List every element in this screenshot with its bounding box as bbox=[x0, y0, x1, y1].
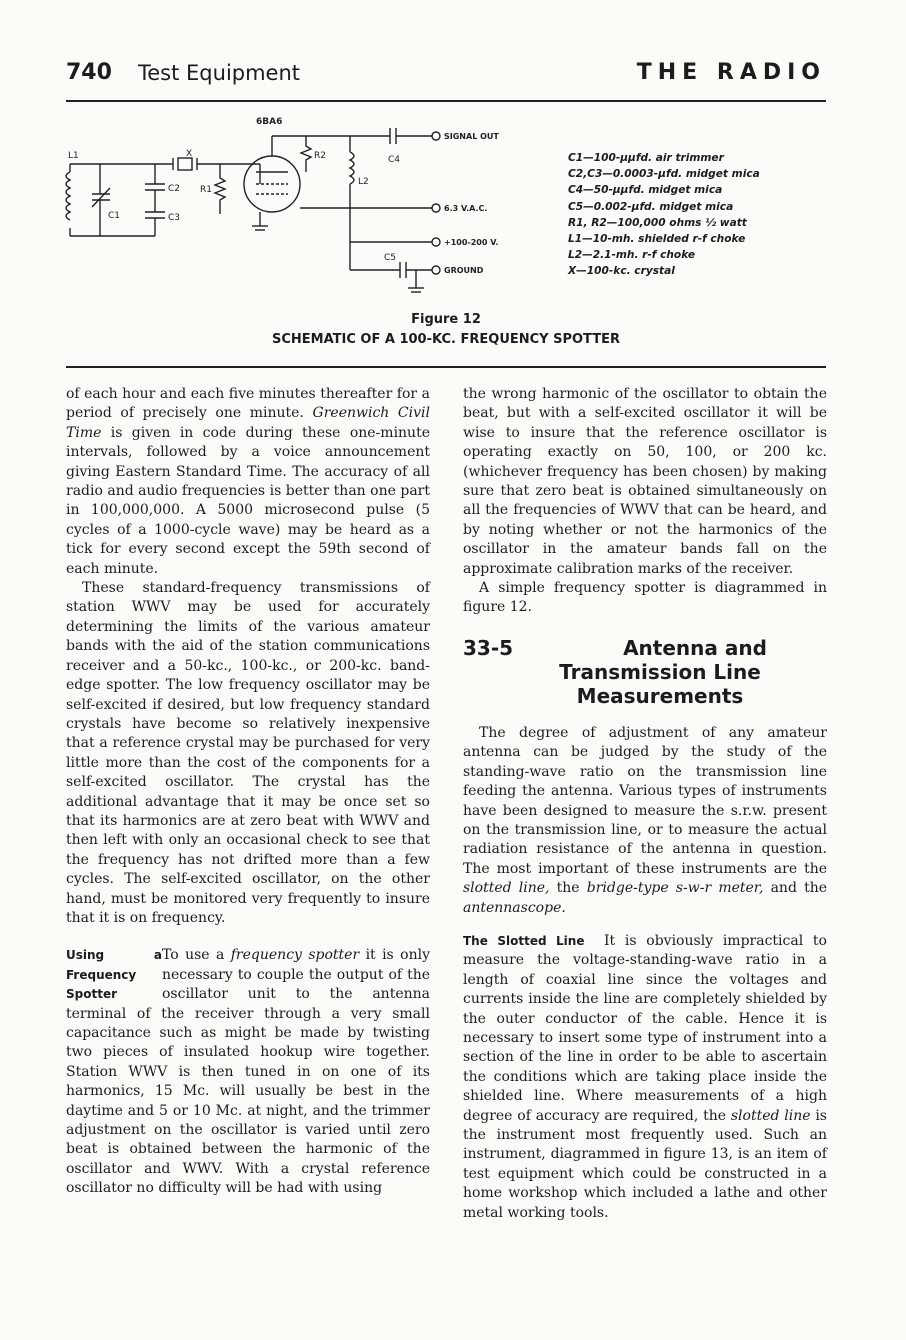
c4-label: C4 bbox=[388, 155, 401, 165]
c3-label: C3 bbox=[168, 213, 181, 223]
legend-item: L2—2.1-mh. r-f choke bbox=[568, 249, 696, 262]
right-column bbox=[463, 385, 827, 1223]
l1-coil bbox=[66, 172, 70, 220]
legend-item: C2,C3—0.0003-μfd. midget mica bbox=[568, 168, 760, 181]
signal-out-terminal: SIGNAL OUT bbox=[444, 132, 499, 141]
legend-item: X—100-kc. crystal bbox=[568, 265, 675, 278]
tube-label: 6BA6 bbox=[256, 117, 283, 127]
legend-item: R1, R2—100,000 ohms ½ watt bbox=[568, 216, 747, 229]
c2-label: C2 bbox=[168, 184, 181, 194]
legend-item: C1—100-μμfd. air trimmer bbox=[568, 152, 724, 164]
legend-item: C5—0.002-μfd. midget mica bbox=[568, 200, 734, 213]
left-column bbox=[66, 385, 430, 1199]
paragraph: The degree of adjustment of any amateur antenna can be judged by the study of the standing-wave ratio on the transmission line feeding the antenna. Various types of instruments have been designed to measure the s.r.w. present on the transmission line, or to measure the actual radiation resistance of the antenna in question. The most important of these instruments are the slotted line, the bridge-type s-w-r meter, and the antennascope. bbox=[463, 724, 828, 916]
paragraph: To use a frequency spotter it is only necessary to couple the output of the oscillator unit to the antenna terminal of the receiver through a very small capacitance such as might be made by twisting two pieces of insulated hookup wire together. Station WWV is then tuned in on one of its harmonics, 15 Mc. will usually be best in the daytime and 5 or 10 Mc. at night, and the trimmer adjustment on the oscillator is varied until zero beat is obtained between the harmonic of the oscillator and WWV. With a crystal reference oscillator no difficulty will be had with using bbox=[66, 947, 430, 1197]
paragraph: A simple frequency spotter is diagrammed in figure 12. bbox=[463, 580, 827, 616]
r2-resistor bbox=[301, 136, 311, 172]
header-rule bbox=[66, 100, 826, 102]
l2-coil bbox=[350, 152, 354, 184]
bplus-terminal: +100-200 V. bbox=[444, 238, 499, 247]
r1-resistor bbox=[215, 164, 225, 214]
r1-label: R1 bbox=[200, 185, 212, 195]
side-heading: Using a Frequency Spotter bbox=[66, 948, 162, 1002]
legend-item: L1—10-mh. shielded r-f choke bbox=[568, 233, 746, 246]
crystal bbox=[178, 158, 192, 170]
l2-label: L2 bbox=[358, 177, 369, 187]
l1-label: L1 bbox=[68, 151, 79, 161]
ground-terminal: GROUND bbox=[444, 266, 484, 275]
crystal-label: X bbox=[186, 149, 193, 159]
c1-label: C1 bbox=[108, 211, 121, 221]
section-heading-title: Antenna and Transmission Line Measurements bbox=[559, 635, 767, 708]
section-number: 33-5 bbox=[463, 635, 514, 660]
r2-label: R2 bbox=[314, 151, 326, 161]
section-heading bbox=[463, 636, 827, 708]
section-title: Test Equipment bbox=[138, 61, 301, 85]
schematic-diagram bbox=[60, 112, 530, 302]
parts-legend bbox=[568, 150, 760, 280]
heater-terminal: 6.3 V.A.C. bbox=[444, 204, 488, 213]
paragraph: The Slotted Line It is obviously impractical to measure the voltage-standing-wave ratio in a length of coaxial line since the voltages and currents inside the line are completely shielded by the outer conductor of the cable. Hence it is necessary to insert some type of instrument into a section of the line in order to be able to ascertain the conditions which are taking place inside the shielded line. Where measurements of a high degree of accuracy are required, the slotted line is the instrument most frequently used. Such an instrument, diagrammed in figure 13, is an item of test equipment which could be constructed in a home workshop which included a lathe and other metal working tools. bbox=[463, 932, 827, 1221]
legend-item: C4—50-μμfd. midget mica bbox=[568, 184, 723, 197]
page-number: 740 bbox=[66, 60, 112, 85]
page-header bbox=[0, 60, 906, 100]
c5-label: C5 bbox=[384, 253, 397, 263]
paragraph: the wrong harmonic of the oscillator to obtain the beat, but with a self-excited oscillator it will be wise to insure that the reference oscillator is operating exactly on 50, 100, or 200 kc. (whichever frequency has been chosen) by making sure that zero beat is obtained simultaneously on all the frequencies of WWV that can be heard, and by noting whether or not the harmonics of the oscillator in the amateur bands fall on the approximate calibration marks of the receiver. bbox=[463, 386, 827, 577]
figure-caption: SCHEMATIC OF A 100-KC. FREQUENCY SPOTTER bbox=[272, 332, 620, 347]
paragraph: These standard-frequency transmissions of station WWV may be used for accurately determining the limits of the various amateur bands with the aid of the station communications receiver and a 50-kc., 100-kc., or 200-kc. band-edge spotter. The low frequency oscillator may be self-excited if desired, but low frequency standard crystals have become so relatively inexpensive that a reference crystal may be purchased for very little more than the cost of the components for a self-excited oscillator. The crystal has the additional advantage that it may be once set so that its harmonics are at zero beat with WWV and then left with only an occasional check to see that the frequency has not drifted more than a few cycles. The self-excited oscillator, on the other hand, must be monitored very frequently to insure that it is on frequency. bbox=[66, 580, 430, 926]
paragraph: of each hour and each five minutes thereafter for a period of precisely one minute. Greenwich Civil Time is given in code during these one-minute intervals, followed by a voice announcement giving Eastern Standard Time. The accuracy of all radio and audio frequencies is better than one part in 100,000,000. A 5000 microsecond pulse (5 cycles of a 1000-cycle wave) may be heard as a tick for every second except the 59th second of each minute. bbox=[66, 386, 430, 577]
caption-rule bbox=[66, 366, 826, 368]
figure-number: Figure 12 bbox=[411, 312, 481, 327]
side-heading: The Slotted Line bbox=[463, 933, 585, 948]
book-title: THE RADIO bbox=[636, 60, 826, 85]
